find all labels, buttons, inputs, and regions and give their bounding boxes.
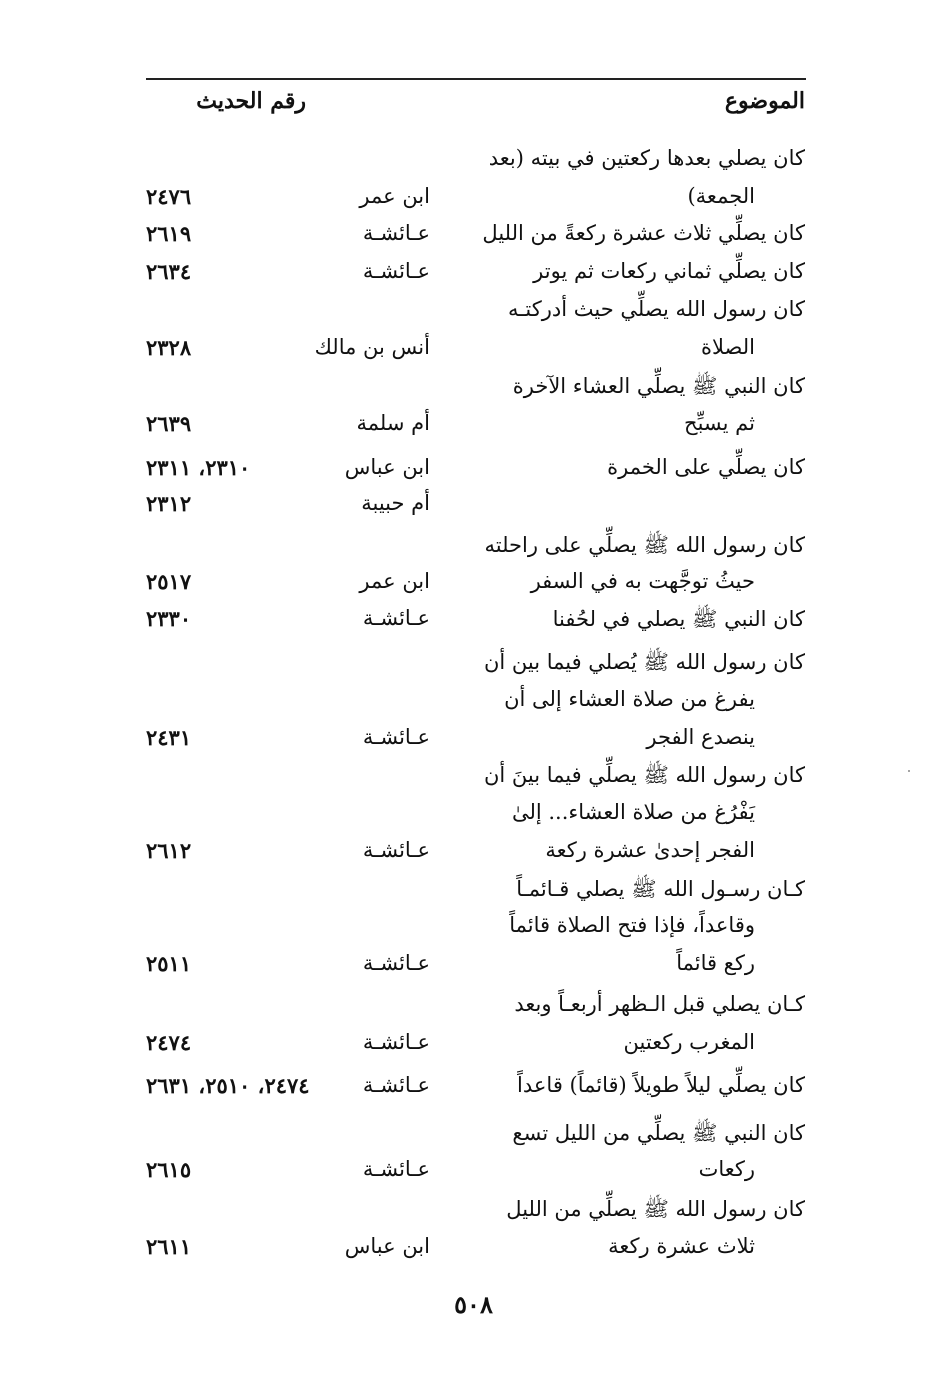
narrator: عـائشـة — [362, 606, 430, 630]
hadith-numbers: ٢٦١١ — [146, 1234, 192, 1259]
header-rule — [146, 78, 806, 80]
hadith-numbers: ٢٦١٩ — [146, 221, 192, 246]
hadith-numbers: ٢٤٣١ — [146, 725, 192, 750]
narrator: عـائشـة — [362, 1073, 430, 1097]
narrator: عـائشـة — [362, 1030, 430, 1054]
topic-line: كان يصلي بعدها ركعتين في بيته (بعد — [488, 146, 805, 170]
narrator: ابن عمر — [359, 184, 430, 208]
narrator: عـائشـة — [362, 221, 430, 245]
topic-line: كان رسول الله ﷺ يصلِّي على راحلته — [484, 533, 805, 557]
narrator: أنس بن مالك — [314, 335, 430, 359]
topic-line: يَفْرُغ من صلاة العشاء... إلىٰ — [511, 800, 755, 824]
hadith-numbers: ٢٦١٥ — [146, 1157, 192, 1182]
hadith-numbers: ٢٦١٢ — [146, 838, 192, 863]
hadith-numbers: ٢٥١١ — [146, 951, 192, 976]
topic-line: كان رسول الله يصلِّي حيث أدركتـه — [507, 297, 805, 321]
topic-column-header: الموضوع — [724, 88, 805, 114]
page-number: ٥٠٨ — [454, 1290, 493, 1319]
topic-line: ينصدع الفجر — [646, 725, 755, 749]
topic-line: كان رسول الله ﷺ يصلِّي فيما بينَ أن — [483, 763, 805, 787]
topic-line: ثلاث عشرة ركعة — [608, 1234, 755, 1258]
topic-line: كان يصلِّي ثماني ركعات ثم يوتر — [533, 259, 805, 283]
topic-line: كـان يصلي قبل الـظهر أربعـاً وبعد — [514, 992, 805, 1016]
topic-line: ركعات — [698, 1157, 755, 1181]
hadith-numbers: ٢٦٣٤ — [146, 259, 192, 284]
topic-line: حيثُ توجَّهت به في السفر — [530, 569, 755, 593]
topic-line: الجمعة) — [687, 184, 755, 208]
hadith-numbers: ٢٦٣٩ — [146, 411, 192, 436]
hadith-numbers: ٢٣١٠، ٢٣١١ — [146, 455, 251, 480]
topic-line: كان رسول الله ﷺ يصلِّي من الليل — [506, 1197, 805, 1221]
narrator: عـائشـة — [362, 725, 430, 749]
topic-line: كان النبي ﷺ يصلِّي من الليل تسع — [512, 1121, 805, 1145]
hadith-numbers: ٢٤٧٤، ٢٥١٠، ٢٦٣١ — [146, 1073, 310, 1098]
narrator: أم حبيبة — [361, 491, 430, 515]
topic-line: المغرب ركعتين — [623, 1030, 755, 1054]
narrator: أم سلمة — [356, 411, 430, 435]
topic-line: كان النبي ﷺ يصلِّي العشاء الآخرة — [512, 374, 805, 398]
topic-line: كان يصلِّي ليلاً طويلاً (قائماً) قاعداً — [517, 1073, 805, 1097]
hadith-numbers: ٢٣٢٨ — [146, 335, 192, 360]
narrator: ابن عباس — [344, 1234, 430, 1258]
hadith-number-column-header: رقم الحديث — [196, 88, 306, 114]
topic-line: الصلاة — [701, 335, 755, 359]
narrator: عـائشـة — [362, 951, 430, 975]
narrator: عـائشـة — [362, 259, 430, 283]
hadith-numbers: ٢٤٧٦ — [146, 184, 192, 209]
topic-line: ركع قائماً — [676, 951, 755, 975]
hadith-numbers: ٢٣٣٠ — [146, 606, 192, 631]
topic-line: كـان رسـول الله ﷺ يصلي قـائمـاً — [516, 877, 805, 901]
narrator: عـائشـة — [362, 1157, 430, 1181]
topic-line: يفرغ من صلاة العشاء إلى أن — [504, 687, 755, 711]
scan-speck — [908, 770, 910, 772]
hadith-numbers: ٢٤٧٤ — [146, 1030, 192, 1055]
narrator: ابن عباس — [344, 455, 430, 479]
narrator: عـائشـة — [362, 838, 430, 862]
topic-line: كان يصلِّي على الخمرة — [607, 455, 805, 479]
topic-line: الفجر إحدىٰ عشرة ركعة — [545, 838, 755, 862]
hadith-numbers: ٢٥١٧ — [146, 569, 192, 594]
topic-line: ثم يسبِّح — [684, 411, 755, 435]
topic-line: كان يصلِّي ثلاث عشرة ركعةً من الليل — [482, 221, 805, 245]
hadith-numbers: ٢٣١٢ — [146, 491, 192, 516]
narrator: ابن عمر — [359, 569, 430, 593]
topic-line: كان النبي ﷺ يصلي في لحُفنا — [552, 607, 805, 631]
topic-line: وقاعداً، فإذا فتح الصلاة قائماً — [509, 913, 755, 937]
topic-line: كان رسول الله ﷺ يُصلي فيما بين أن — [483, 650, 805, 674]
